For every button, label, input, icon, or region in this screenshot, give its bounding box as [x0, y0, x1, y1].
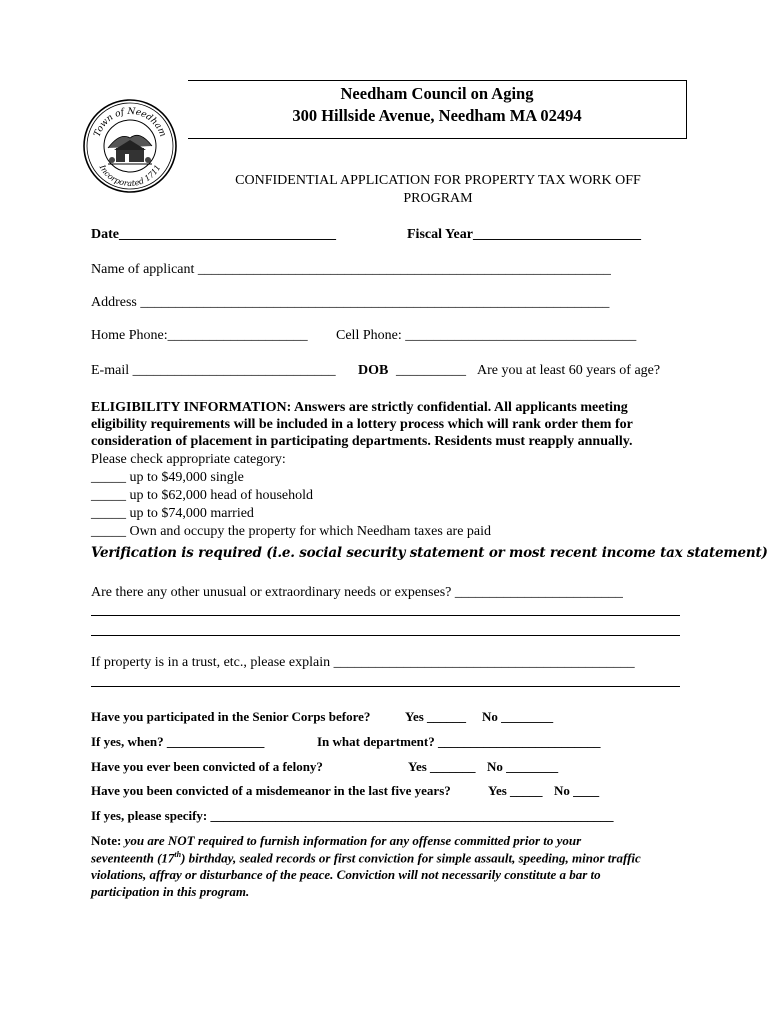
cell-phone-field[interactable]: Cell Phone: _________________________________ — [336, 328, 637, 343]
town-seal — [80, 94, 180, 194]
unusual-needs-question[interactable]: Are there any other unusual or extraordinary needs or expenses? ________________________ — [91, 585, 623, 600]
seal-top-text: Town of Needham — [92, 106, 168, 139]
specify-field[interactable]: If yes, please specify: ______________________________________________________________ — [91, 808, 614, 823]
fiscal-year-field[interactable]: Fiscal Year________________________ — [407, 227, 641, 242]
verification-note: Verification is required (i.e. social security statement or most recent income tax statement) — [91, 545, 768, 561]
trust-answer-line[interactable] — [91, 686, 680, 687]
svg-text:Incorporated 1711 — [97, 163, 162, 188]
if-yes-when-field[interactable]: If yes, when? _______________ — [91, 734, 265, 749]
department-field[interactable]: In what department? _________________________ — [317, 734, 601, 749]
senior-corps-question: Have you participated in the Senior Corps before? — [91, 709, 371, 724]
eligibility-text-line2: eligibility requirements will be included in a lottery process which will rank order them for — [91, 417, 633, 432]
income-option-married[interactable]: _____ up to $74,000 married — [91, 506, 254, 521]
note-label: Note: — [91, 833, 122, 848]
note-text-2a: seventeenth (17 — [91, 850, 175, 866]
eligibility-instruction: Please check appropriate category: — [91, 452, 286, 467]
home-phone-field[interactable]: Home Phone:____________________ — [91, 328, 308, 343]
applicant-name-field[interactable]: Name of applicant ___________________________________________________________ — [91, 262, 611, 277]
income-option-single[interactable]: _____ up to $49,000 single — [91, 470, 244, 485]
note-line2 — [91, 850, 641, 866]
note-text-1: you are NOT required to furnish information for any offense committed prior to your — [124, 833, 582, 848]
felony-yes[interactable]: Yes _______ — [408, 759, 476, 774]
note-line3: violations, affray or disturbance of the peace. Conviction will not necessarily constitute a bar to — [91, 867, 601, 882]
dob-field[interactable]: __________ — [396, 363, 466, 378]
seal-graphic — [80, 94, 180, 194]
email-field[interactable]: E-mail _____________________________ — [91, 363, 336, 378]
note-superscript: th — [174, 850, 182, 859]
senior-corps-no[interactable]: No ________ — [482, 709, 554, 724]
trust-question[interactable]: If property is in a trust, etc., please explain ___________________________________________ — [91, 655, 635, 670]
header-org-name: Needham Council on Aging — [340, 84, 534, 103]
form-title-line1: CONFIDENTIAL APPLICATION FOR PROPERTY TAX WORK OFF — [235, 173, 641, 188]
eligibility-text-line3: consideration of placement in participating departments. Residents must reapply annually. — [91, 434, 633, 449]
income-option-head-of-household[interactable]: _____ up to $62,000 head of household — [91, 488, 314, 503]
eligibility-heading: ELIGIBILITY INFORMATION: Answers are strictly confidential. All applicants meeting — [91, 400, 628, 415]
seal-bottom-text: Incorporated 1711 — [97, 163, 163, 189]
unusual-needs-answer-line-1[interactable] — [91, 615, 680, 616]
senior-corps-yes[interactable]: Yes ______ — [405, 709, 467, 724]
note-line1 — [91, 833, 581, 849]
misdemeanor-yes[interactable]: Yes _____ — [488, 783, 543, 798]
header-address: 300 Hillside Avenue, Needham MA 02494 — [292, 106, 582, 125]
felony-no[interactable]: No ________ — [487, 759, 559, 774]
felony-question: Have you ever been convicted of a felony? — [91, 759, 323, 774]
misdemeanor-no[interactable]: No ____ — [554, 783, 600, 798]
age-question: Are you at least 60 years of age? — [477, 363, 661, 378]
note-text-2b: ) birthday, sealed records or first conviction for simple assault, speeding, minor traffic — [181, 850, 641, 866]
note-line4: participation in this program. — [91, 884, 250, 899]
property-owner-option[interactable]: _____ Own and occupy the property for which Needham taxes are paid — [91, 524, 492, 539]
misdemeanor-question: Have you been convicted of a misdemeanor in the last five years? — [91, 783, 451, 798]
dob-label: DOB — [358, 363, 389, 378]
unusual-needs-answer-line-2[interactable] — [91, 635, 680, 636]
address-field[interactable]: Address ___________________________________________________________________ — [91, 295, 610, 310]
form-title-line2: PROGRAM — [403, 191, 473, 206]
date-field[interactable]: Date_______________________________ — [91, 227, 336, 242]
